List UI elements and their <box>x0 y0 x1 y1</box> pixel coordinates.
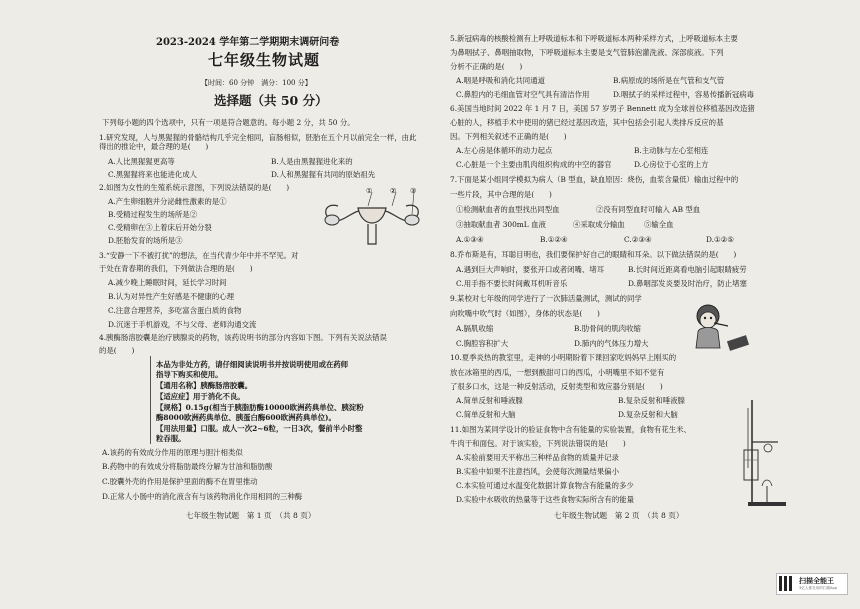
q7-option-a: A.①③④ <box>456 235 484 244</box>
q3-option-a: A.减少晚上睡眠时间，延长学习时间 <box>108 278 227 287</box>
q7-option-b: B.①②④ <box>540 235 568 244</box>
q11-option-d: D.实验中水吸收的热量等于这些食物实际所含有的能量 <box>456 495 634 504</box>
q10-option-b: B.复杂反射和唾液腺 <box>618 396 685 405</box>
figure-label-1: ① <box>366 187 373 195</box>
q7-option-c: C.②③④ <box>624 235 652 244</box>
q8-option-c: C.用手指不要长时间戴耳机听音乐 <box>456 279 568 288</box>
q11-option-c: C.本实验可通过水温变化数据计算食物含有能量的多少 <box>456 481 634 490</box>
q11-line1: 11.如图为某同学设计的验证食物中含有能量的实验装置，食物有花生米、 <box>450 425 691 434</box>
q6-option-d: D.心房位于心室的上方 <box>634 160 709 169</box>
q2-option-b: B.受精过程发生的场所是② <box>108 210 198 219</box>
q1-option-a: A.人比黑猩猩更高等 <box>108 157 175 166</box>
q5-line1: 5.新冠病毒的核酸检测有上呼吸道标本和下呼吸道标本两种采样方式，上呼吸道标本主要 <box>450 34 738 43</box>
q10-option-c: C.简单反射和大脑 <box>456 410 516 419</box>
q3-option-d: D.沉迷于手机游戏，不与父母、老师沟通交流 <box>108 320 257 329</box>
q4-line2: 的是( ) <box>99 346 135 355</box>
q3-option-c: C.注意合理营养，多吃富含蛋白质的食物 <box>108 306 242 315</box>
q7-step-2: ②没有同型血时可输入 AB 型血 <box>596 205 701 214</box>
q10-line2: 放在冰箱里的西瓜，一想到酸甜可口的西瓜，小明嘴里不知不觉有 <box>450 368 665 377</box>
drug-info-line1: 本品为非处方药，请仔细阅读说明书并按说明使用或在药师 <box>156 360 349 369</box>
q10-option-d: D.复杂反射和大脑 <box>618 410 678 419</box>
q2-stem: 2.如图为女性的生殖系统示意图，下列说法错误的是( ) <box>99 183 290 192</box>
q6-line2: 心脏的人，移植手术中使用的猪已经过基因改造，其中包括会引起人类排斥反应的基 <box>450 118 724 127</box>
q2-option-a: A.产生卵细胞并分泌雌性激素的是① <box>108 197 227 206</box>
q5-line2: 为鼻咽拭子、鼻咽抽取物，下呼吸道标本主要是支气管肺泡灌洗液、深部痰液。下列 <box>450 48 724 57</box>
spirometer-figure <box>688 298 754 356</box>
time-score: 【时间：60 分钟 满分：100 分】 <box>201 79 312 87</box>
q2-option-d: D.胚胎发育的场所是③ <box>108 236 183 245</box>
q7-step-5: ⑤输全血 <box>644 220 674 229</box>
subject-title: 七年级生物试题 <box>208 51 321 69</box>
q7-line2: 一些片段，其中合理的是( ) <box>450 190 552 199</box>
exam-header-title: 2023-2024 学年第二学期期末调研问卷 <box>156 37 340 48</box>
q5-option-c: C.鼻腔内的毛细血管对空气具有清洁作用 <box>456 90 590 99</box>
q9-line2: 向吹嘴中吹气时（如图），身体的状态是( ) <box>450 309 600 318</box>
watermark-title: 扫描全能王 <box>799 577 834 585</box>
drug-info-line7: 【用法用量】口服。成人一次2~6粒，一日3次，餐前半小时整 <box>156 424 363 433</box>
q1-option-d: D.人和黑猩猩有共同的原始祖先 <box>271 170 376 179</box>
q5-option-d: D.咽拭子的采样过程中，容易传播新冠病毒 <box>613 90 755 99</box>
figure-label-2: ② <box>390 187 397 195</box>
q8-stem: 8.乔布斯是有，耳聪目明也，我们要保护好自己的眼睛和耳朵。以下做法错误的是( ) <box>450 250 737 259</box>
instructions: 下列每小题的四个选项中，只有一项是符合题意的。每小题 2 分，共 50 分。 <box>102 118 355 127</box>
q9-option-d: D.肺内的气体压力增大 <box>574 339 649 348</box>
q7-option-d: D.①②⑤ <box>706 235 734 244</box>
q1-stem: 1.研究发现，人与黑猩猩的骨骼结构几乎完全相同，盲肠相似，胚胎在五个月以前完全一样，由此得出的推论中，最合理的是( ) <box>99 133 417 151</box>
q9-option-a: A.膈肌收缩 <box>456 324 494 333</box>
q6-option-a: A.左心房是体循环的动力起点 <box>456 146 553 155</box>
drug-info-line8: 粒吞服。 <box>156 434 186 443</box>
q8-option-d: D.鼻咽部发炎要及时治疗，防止堵塞 <box>628 279 747 288</box>
drug-info-line5: 【规格】0.15g(相当于胰脂肪酶10000欧洲药典单位、胰淀粉 <box>156 403 364 412</box>
food-energy-apparatus-figure <box>734 398 788 508</box>
q3-option-b: B.认为对异性产生好感是不健康的心理 <box>108 292 235 301</box>
q4-line1: 4.胰酶肠溶胶囊是治疗胰腺炎的药物，该药说明书的部分内容如下图。下列有关说法错误 <box>99 333 387 342</box>
q11-option-b: B.实验中如果不注意挡风，会使每次测量结果偏小 <box>456 467 619 476</box>
q10-option-a: A.简单反射和唾液腺 <box>456 396 523 405</box>
q9-line1: 9.某校对七年级的同学进行了一次肺活量测试，测试的同学 <box>450 294 642 303</box>
q8-option-b: B.长时间近距离看电脑引起眼睛疲劳 <box>628 265 747 274</box>
drug-info-line3: 【通用名称】胰酶肠溶胶囊。 <box>156 381 253 390</box>
q7-line1: 7.下面是某小组同学模拟为病人（B 型血，缺血原因：烧伤，血浆含量低）输血过程中的 <box>450 175 739 184</box>
page-1-footer: 七年级生物试题 第 1 页 （共 8 页） <box>186 511 316 520</box>
q4-option-a: A.该药的有效成分作用的原理与胆汁相类似 <box>102 448 243 457</box>
reproductive-system-figure <box>318 186 426 252</box>
watermark-subtitle: 3亿人都在用的扫描App <box>799 586 838 590</box>
q4-option-c: C.胶囊外壳的作用是保护里面的酶不在胃里推动 <box>102 477 258 486</box>
q1-option-c: C.黑猩猩将来也能进化成人 <box>108 170 198 179</box>
q5-option-b: B.病原成的场所是在气管和支气管 <box>613 76 725 85</box>
q11-line2: 牛肉干和面包。对于该实验，下列说法错误的是( ) <box>450 439 626 448</box>
q8-option-a: A.遇到巨大声响时，要张开口或者闭嘴、堵耳 <box>456 265 605 274</box>
q2-option-c: C.受精卵在③上着床后开始分裂 <box>108 223 212 232</box>
figure-label-3: ③ <box>410 187 417 195</box>
qr-code-icon <box>779 576 794 591</box>
q7-step-1: ①检测献血者的血型找出同型血 <box>456 205 560 214</box>
section-title: 选择题（共 50 分） <box>214 93 328 108</box>
page-2 <box>448 0 790 609</box>
q6-option-c: C.心脏是一个主要由肌肉组织构成的中空的器官 <box>456 160 612 169</box>
page-2-footer: 七年级生物试题 第 2 页 （共 8 页） <box>554 511 684 520</box>
q7-step-4: ④采取成分输血 <box>573 220 625 229</box>
q11-option-a: A.实验前要用天平称出三种样品食物的质量并记录 <box>456 453 619 462</box>
q10-line3: 了很多口水，这是一种反射活动，反射类型和效应器分别是( ) <box>450 382 663 391</box>
q1-option-b: B.人是由黑猩猩进化来的 <box>271 157 353 166</box>
q5-line3: 分析不正确的是( ) <box>450 62 523 71</box>
q10-line1: 10.夏季炎热的教室里，走神的小明期盼着下课回家吃妈妈早上刚买的 <box>450 353 677 362</box>
drug-info-line4: 【适应症】用于消化不良。 <box>156 392 245 401</box>
q5-option-a: A.咽是呼吸和消化共同通道 <box>456 76 545 85</box>
q4-option-b: B.药物中的有效成分将脂肪最终分解为甘油和脂肪酸 <box>102 462 273 471</box>
q9-option-c: C.胸腔容积扩大 <box>456 339 509 348</box>
q3-line2: 于处在青春期的我们，下列做法合理的是( ) <box>99 264 253 273</box>
q4-option-d: D.正常人小肠中的消化液含有与该药物消化作用相同的三种酶 <box>102 492 303 501</box>
scanner-watermark <box>776 573 848 595</box>
drug-info-line6: 酶8000欧洲药典单位、胰蛋白酶600欧洲药典单位)。 <box>156 413 336 422</box>
q6-option-b: B.主动脉与左心室相连 <box>634 146 709 155</box>
q3-line1: 3.“安静一下不被打扰”的想法，在当代青少年中并不罕见。对 <box>99 251 299 260</box>
q6-line3: 因。下列相关叙述不正确的是( ) <box>450 132 567 141</box>
q9-option-b: B.肋骨间的肌肉收缩 <box>574 324 641 333</box>
drug-info-box <box>150 356 151 444</box>
q6-line1: 6.美国当地时间 2022 年 1 月 7 日，美国 57 岁男子 Bennett 成为全球首位移植基因改造猪 <box>450 104 755 113</box>
drug-info-line2: 指导下购买和使用。 <box>156 370 223 379</box>
q7-step-3: ③抽取献血者 300mL 血液 <box>456 220 546 229</box>
page-1 <box>96 0 431 609</box>
